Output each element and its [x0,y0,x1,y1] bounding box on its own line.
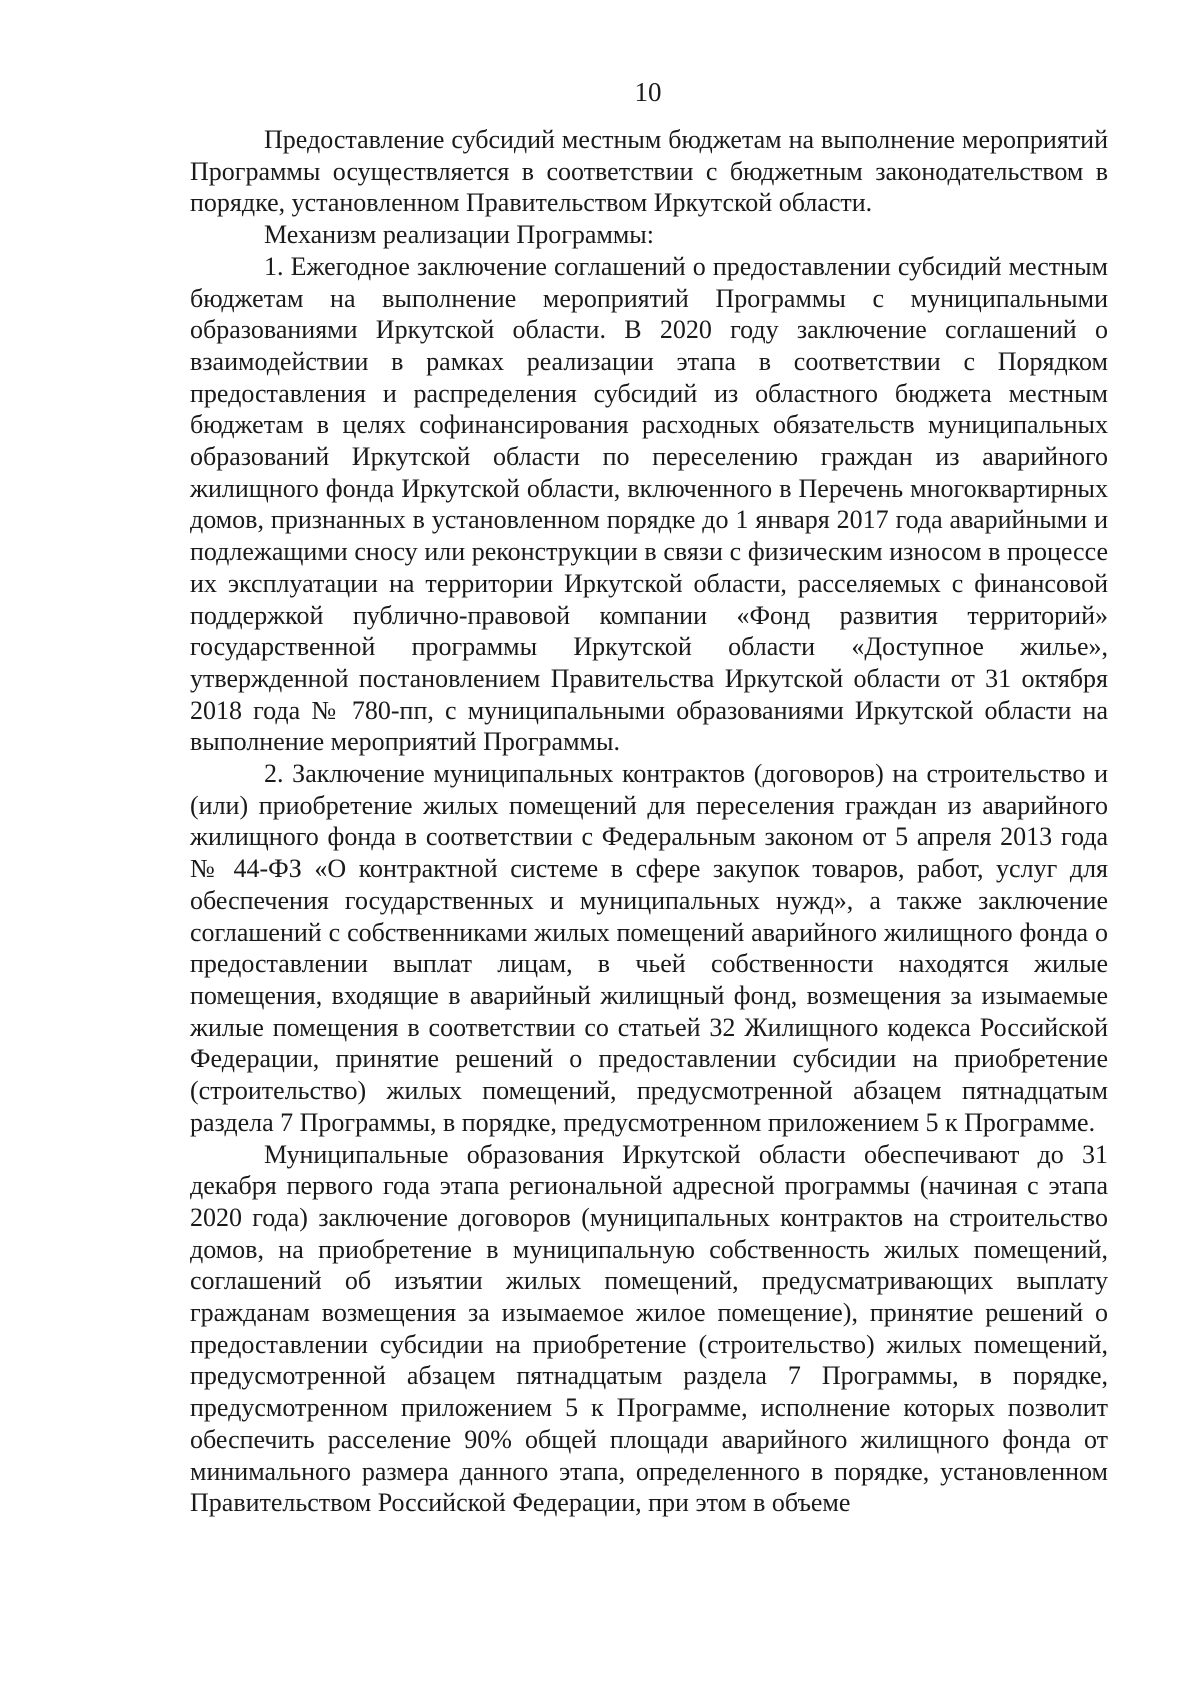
document-body [190,124,1108,1519]
paragraph-item-2: 2. Заключение муниципальных контрактов (договоров) на строительство и (или) приобретение жилых помещений для переселения граждан из аварийного жилищного фонда в соответствии с Федеральным законом от 5 апреля 2013 года № 44-ФЗ «О контрактной системе в сфере закупок товаров, работ, услуг для обеспечения государственных и муниципальных нужд», а также заключение соглашений с собственниками жилых помещений аварийного жилищного фонда о предоставлении выплат лицам, в чьей собственности находятся жилые помещения, входящие в аварийный жилищный фонд, возмещения за изымаемые жилые помещения в соответствии со статьей 32 Жилищного кодекса Российской Федерации, принятие решений о предоставлении субсидии на приобретение (строительство) жилых помещений, предусмотренной абзацем пятнадцатым раздела 7 Программы, в порядке, предусмотренном приложением 5 к Программе. [190,759,1108,1137]
page-number: 10 [634,77,662,107]
paragraph-subsidies: Предоставление субсидий местным бюджетам на выполнение мероприятий Программы осуществляется в соответствии с бюджетным законодательством в порядке, установленном Правительством Иркутской области. [190,125,1108,218]
paragraph-item-1: 1. Ежегодное заключение соглашений о предоставлении субсидий местным бюджетам на выполнение мероприятий Программы с муниципальными образованиями Иркутской области. В 2020 году заключение соглашений о взаимодействии в рамках реализации этапа в соответствии с Порядком предоставления и распределения субсидий из областного бюджета местным бюджетам в целях софинансирования расходных обязательств муниципальных образований Иркутской области по переселению граждан из аварийного жилищного фонда Иркутской области, включенного в Перечень многоквартирных домов, признанных в установленном порядке до 1 января 2017 года аварийными и подлежащими сносу или реконструкции в связи с физическим износом в процессе их эксплуатации на территории Иркутской области, расселяемых с финансовой поддержкой публично-правовой компании «Фонд развития территорий» государственной программы Иркутской области «Доступное жилье», утвержденной постановлением Правительства Иркутской области от 31 октября 2018 года № 780-пп, с муниципальными образованиями Иркутской области на выполнение мероприятий Программы. [190,251,1108,757]
paragraph-municipalities: Муниципальные образования Иркутской области обеспечивают до 31 декабря первого года этапа региональной адресной программы (начиная с этапа 2020 года) заключение договоров (муниципальных контрактов на строительство домов, на приобретение в муниципальную собственность жилых помещений, соглашений об изъятии жилых помещений, предусматривающих выплату гражданам возмещения за изымаемое жилое помещение), принятие решений о предоставлении субсидии на приобретение (строительство) жилых помещений, предусмотренной абзацем пятнадцатым раздела 7 Программы, в порядке, предусмотренном приложением 5 к Программе, исполнение которых позволит обеспечить расселение 90% общей площади аварийного жилищного фонда от минимального размера данного этапа, определенного в порядке, установленном Правительством Российской Федерации, при этом в объеме [190,1139,1108,1518]
paragraph-mechanism-heading: Механизм реализации Программы: [264,220,654,250]
